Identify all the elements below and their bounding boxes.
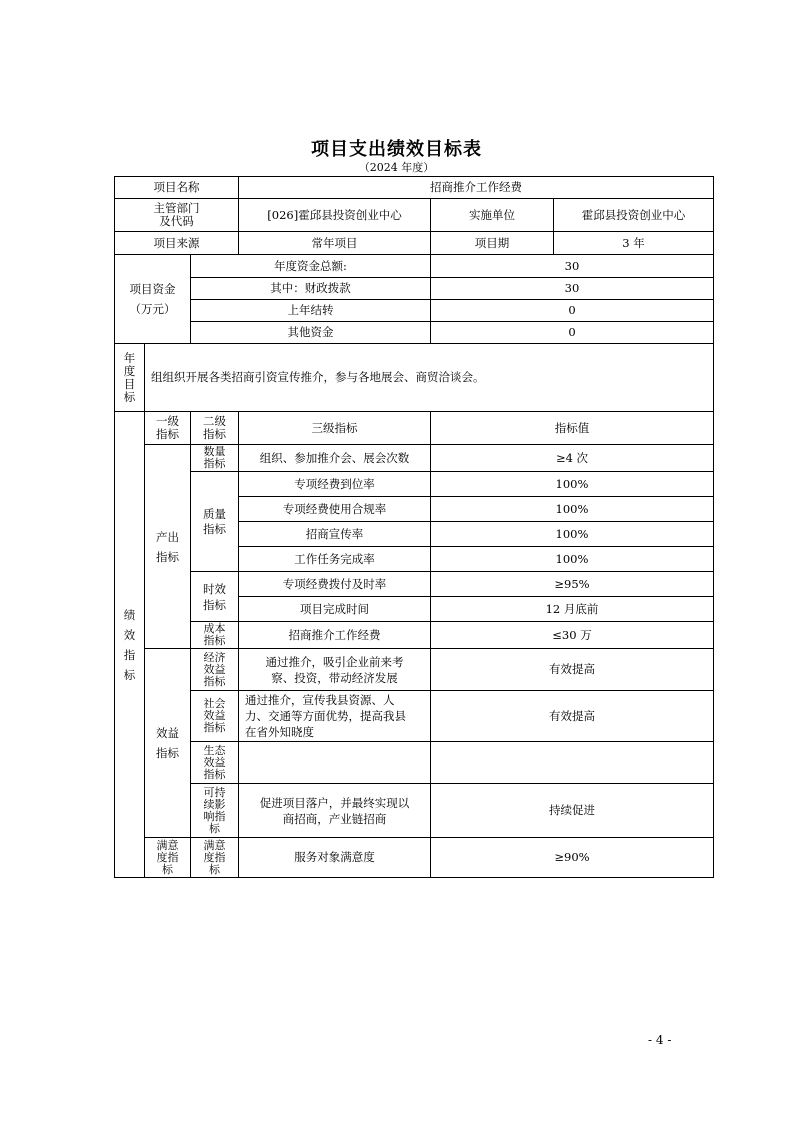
perf-label: 绩效指标 (115, 412, 145, 878)
cost-indicator-label: 成本指标 (191, 622, 239, 649)
source-label: 项目来源 (115, 232, 239, 255)
indicator-value: ≥4 次 (431, 445, 714, 472)
indicator-value: ≥90% (431, 838, 714, 878)
funds-row-label: 上年结转 (191, 300, 431, 322)
indicator-value: 100% (431, 472, 714, 497)
funds-row-value: 30 (431, 255, 714, 278)
indicator-name: 组织、参加推介会、展会次数 (239, 445, 431, 472)
indicator-name (239, 742, 431, 784)
indicator-value: ≥95% (431, 572, 714, 597)
indicator-value: 100% (431, 497, 714, 522)
benefit-indicator-label: 效益指标 (145, 649, 191, 838)
annual-goal-label: 年度目标 (115, 344, 145, 412)
funds-row-label: 其中：财政拨款 (191, 278, 431, 300)
satisfaction-l1-label: 满意度指标 (145, 838, 191, 878)
sustainable-indicator-label: 可持续影响指标 (191, 784, 239, 838)
funds-row-label: 年度资金总额: (191, 255, 431, 278)
page-subtitle: （2024 年度） (358, 161, 435, 174)
page-number: - 4 - (648, 1033, 672, 1047)
header-value: 指标值 (431, 412, 714, 445)
indicator-value: 100% (431, 522, 714, 547)
header-l1: 一级指标 (145, 412, 191, 445)
indicator-value: 持续促进 (431, 784, 714, 838)
indicator-name: 专项经费拨付及时率 (239, 572, 431, 597)
performance-table (114, 176, 714, 878)
project-name-label: 项目名称 (115, 177, 239, 199)
ecological-indicator-label: 生态效益指标 (191, 742, 239, 784)
indicator-value: ≤30 万 (431, 622, 714, 649)
quantity-indicator-label: 数量指标 (191, 445, 239, 472)
source-value: 常年项目 (239, 232, 431, 255)
impl-unit-value: 霍邱县投资创业中心 (554, 199, 714, 232)
funds-row-value: 30 (431, 278, 714, 300)
annual-goal-text: 组组织开展各类招商引资宣传推介，参与各地展会、商贸洽谈会。 (145, 344, 714, 412)
project-name-value: 招商推介工作经费 (239, 177, 714, 199)
funds-row-value: 0 (431, 300, 714, 322)
funds-label: 项目资金（万元） (115, 255, 191, 344)
indicator-name: 工作任务完成率 (239, 547, 431, 572)
indicator-value (431, 742, 714, 784)
indicator-name: 通过推介，吸引企业前来考察、投资，带动经济发展 (239, 649, 431, 691)
period-value: 3 年 (554, 232, 714, 255)
indicator-name: 招商宣传率 (239, 522, 431, 547)
economic-indicator-label: 经济效益指标 (191, 649, 239, 691)
social-indicator-label: 社会效益指标 (191, 691, 239, 742)
header-l3: 三级指标 (239, 412, 431, 445)
indicator-name: 专项经费到位率 (239, 472, 431, 497)
satisfaction-l2-label: 满意度指标 (191, 838, 239, 878)
indicator-value: 12 月底前 (431, 597, 714, 622)
dept-value: [026]霍邱县投资创业中心 (239, 199, 431, 232)
header-l2: 二级指标 (191, 412, 239, 445)
indicator-name: 项目完成时间 (239, 597, 431, 622)
indicator-name: 通过推介，宣传我县资源、人力、交通等方面优势，提高我县在省外知晓度 (239, 691, 431, 742)
funds-row-value: 0 (431, 322, 714, 344)
quality-indicator-label: 质量指标 (191, 472, 239, 572)
period-label: 项目期 (431, 232, 554, 255)
indicator-name: 专项经费使用合规率 (239, 497, 431, 522)
indicator-name: 招商推介工作经费 (239, 622, 431, 649)
timeliness-indicator-label: 时效指标 (191, 572, 239, 622)
output-indicator-label: 产出指标 (145, 445, 191, 649)
indicator-name: 促进项目落户，并最终实现以商招商，产业链招商 (239, 784, 431, 838)
page-title: 项目支出绩效目标表 (311, 139, 482, 160)
indicator-value: 有效提高 (431, 691, 714, 742)
indicator-value: 100% (431, 547, 714, 572)
dept-label: 主管部门及代码 (115, 199, 239, 232)
impl-unit-label: 实施单位 (431, 199, 554, 232)
indicator-name: 服务对象满意度 (239, 838, 431, 878)
indicator-value: 有效提高 (431, 649, 714, 691)
funds-row-label: 其他资金 (191, 322, 431, 344)
